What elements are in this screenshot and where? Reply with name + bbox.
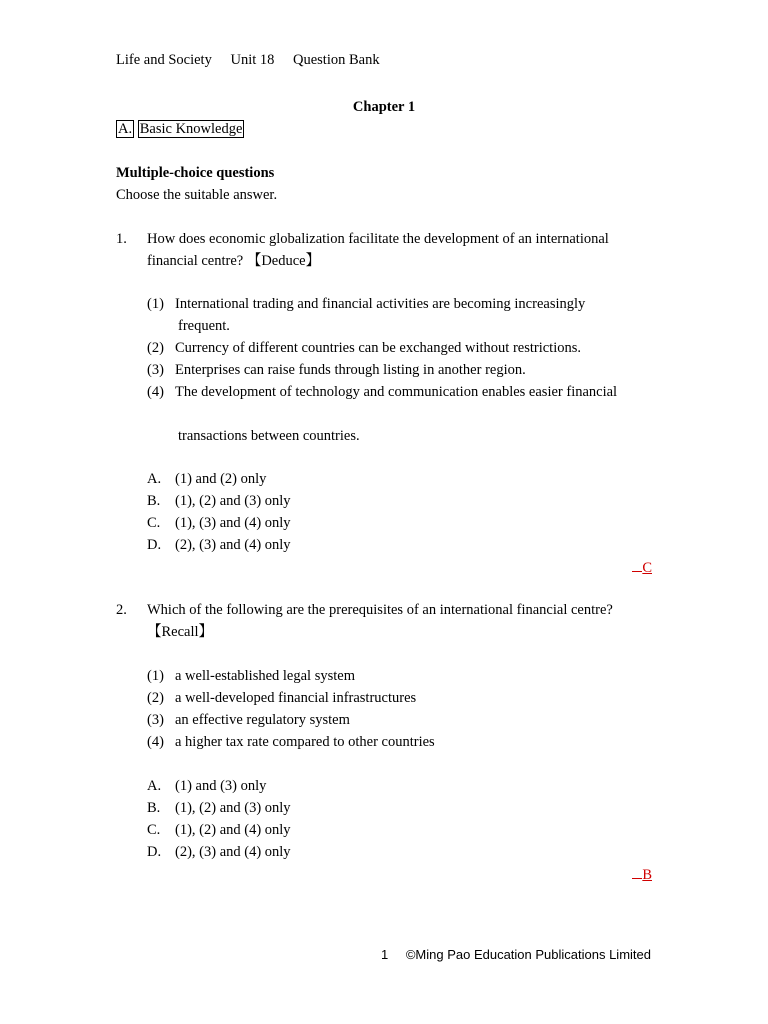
option-item: A. (1) and (3) only xyxy=(147,778,267,794)
question-2-number: 2. xyxy=(116,602,127,618)
statement-item: (3) Enterprises can raise funds through listing in another region. xyxy=(147,362,526,378)
bank-label: Question Bank xyxy=(293,52,380,68)
question-1-text-line2: financial centre? 【Deduce】 xyxy=(147,253,321,269)
statement-item: (2) Currency of different countries can be exchanged without restrictions. xyxy=(147,340,581,356)
question-2-text-line1: Which of the following are the prerequisites of an international financial centre? xyxy=(147,602,613,618)
page-number: 1 xyxy=(380,947,389,962)
question-1-text-line1: How does economic globalization facilitate the development of an international xyxy=(147,231,609,247)
question-2-text-line2: 【Recall】 xyxy=(147,624,214,640)
answer-key: B xyxy=(632,864,652,885)
course-name: Life and Society xyxy=(116,52,212,68)
copyright-notice: ©Ming Pao Education Publications Limited xyxy=(405,947,651,962)
section-heading xyxy=(116,119,244,139)
option-item: D. (2), (3) and (4) only xyxy=(147,844,291,860)
page-footer xyxy=(381,945,651,965)
section-title: Basic Knowledge xyxy=(139,121,243,137)
statement-item: (4) The development of technology and communication enables easier financial xyxy=(147,384,618,400)
answer-key: C xyxy=(632,557,652,578)
statement-continuation: frequent. xyxy=(178,318,230,334)
option-item: D. (2), (3) and (4) only xyxy=(147,537,291,553)
unit-label: Unit 18 xyxy=(230,52,275,68)
statement-continuation: transactions between countries. xyxy=(178,428,360,444)
option-item: C. (1), (2) and (4) only xyxy=(147,822,291,838)
option-item: B. (1), (2) and (3) only xyxy=(147,800,291,816)
chapter-title: Chapter 1 xyxy=(352,99,416,115)
instruction-text: Choose the suitable answer. xyxy=(116,187,278,203)
statement-item: (1) International trading and financial activities are becoming increasingly xyxy=(147,296,586,312)
question-1-number: 1. xyxy=(116,231,127,247)
option-item: C. (1), (3) and (4) only xyxy=(147,515,291,531)
mcq-heading: Multiple-choice questions xyxy=(116,165,275,181)
option-item: B. (1), (2) and (3) only xyxy=(147,493,291,509)
option-item: A. (1) and (2) only xyxy=(147,471,267,487)
statement-item: (4) a higher tax rate compared to other countries xyxy=(147,734,435,750)
statement-item: (1) a well-established legal system xyxy=(147,668,355,684)
running-header xyxy=(116,50,395,70)
statement-item: (2) a well-developed financial infrastructures xyxy=(147,690,417,706)
section-letter: A. xyxy=(118,121,133,137)
statement-item: (3) an effective regulatory system xyxy=(147,712,350,728)
